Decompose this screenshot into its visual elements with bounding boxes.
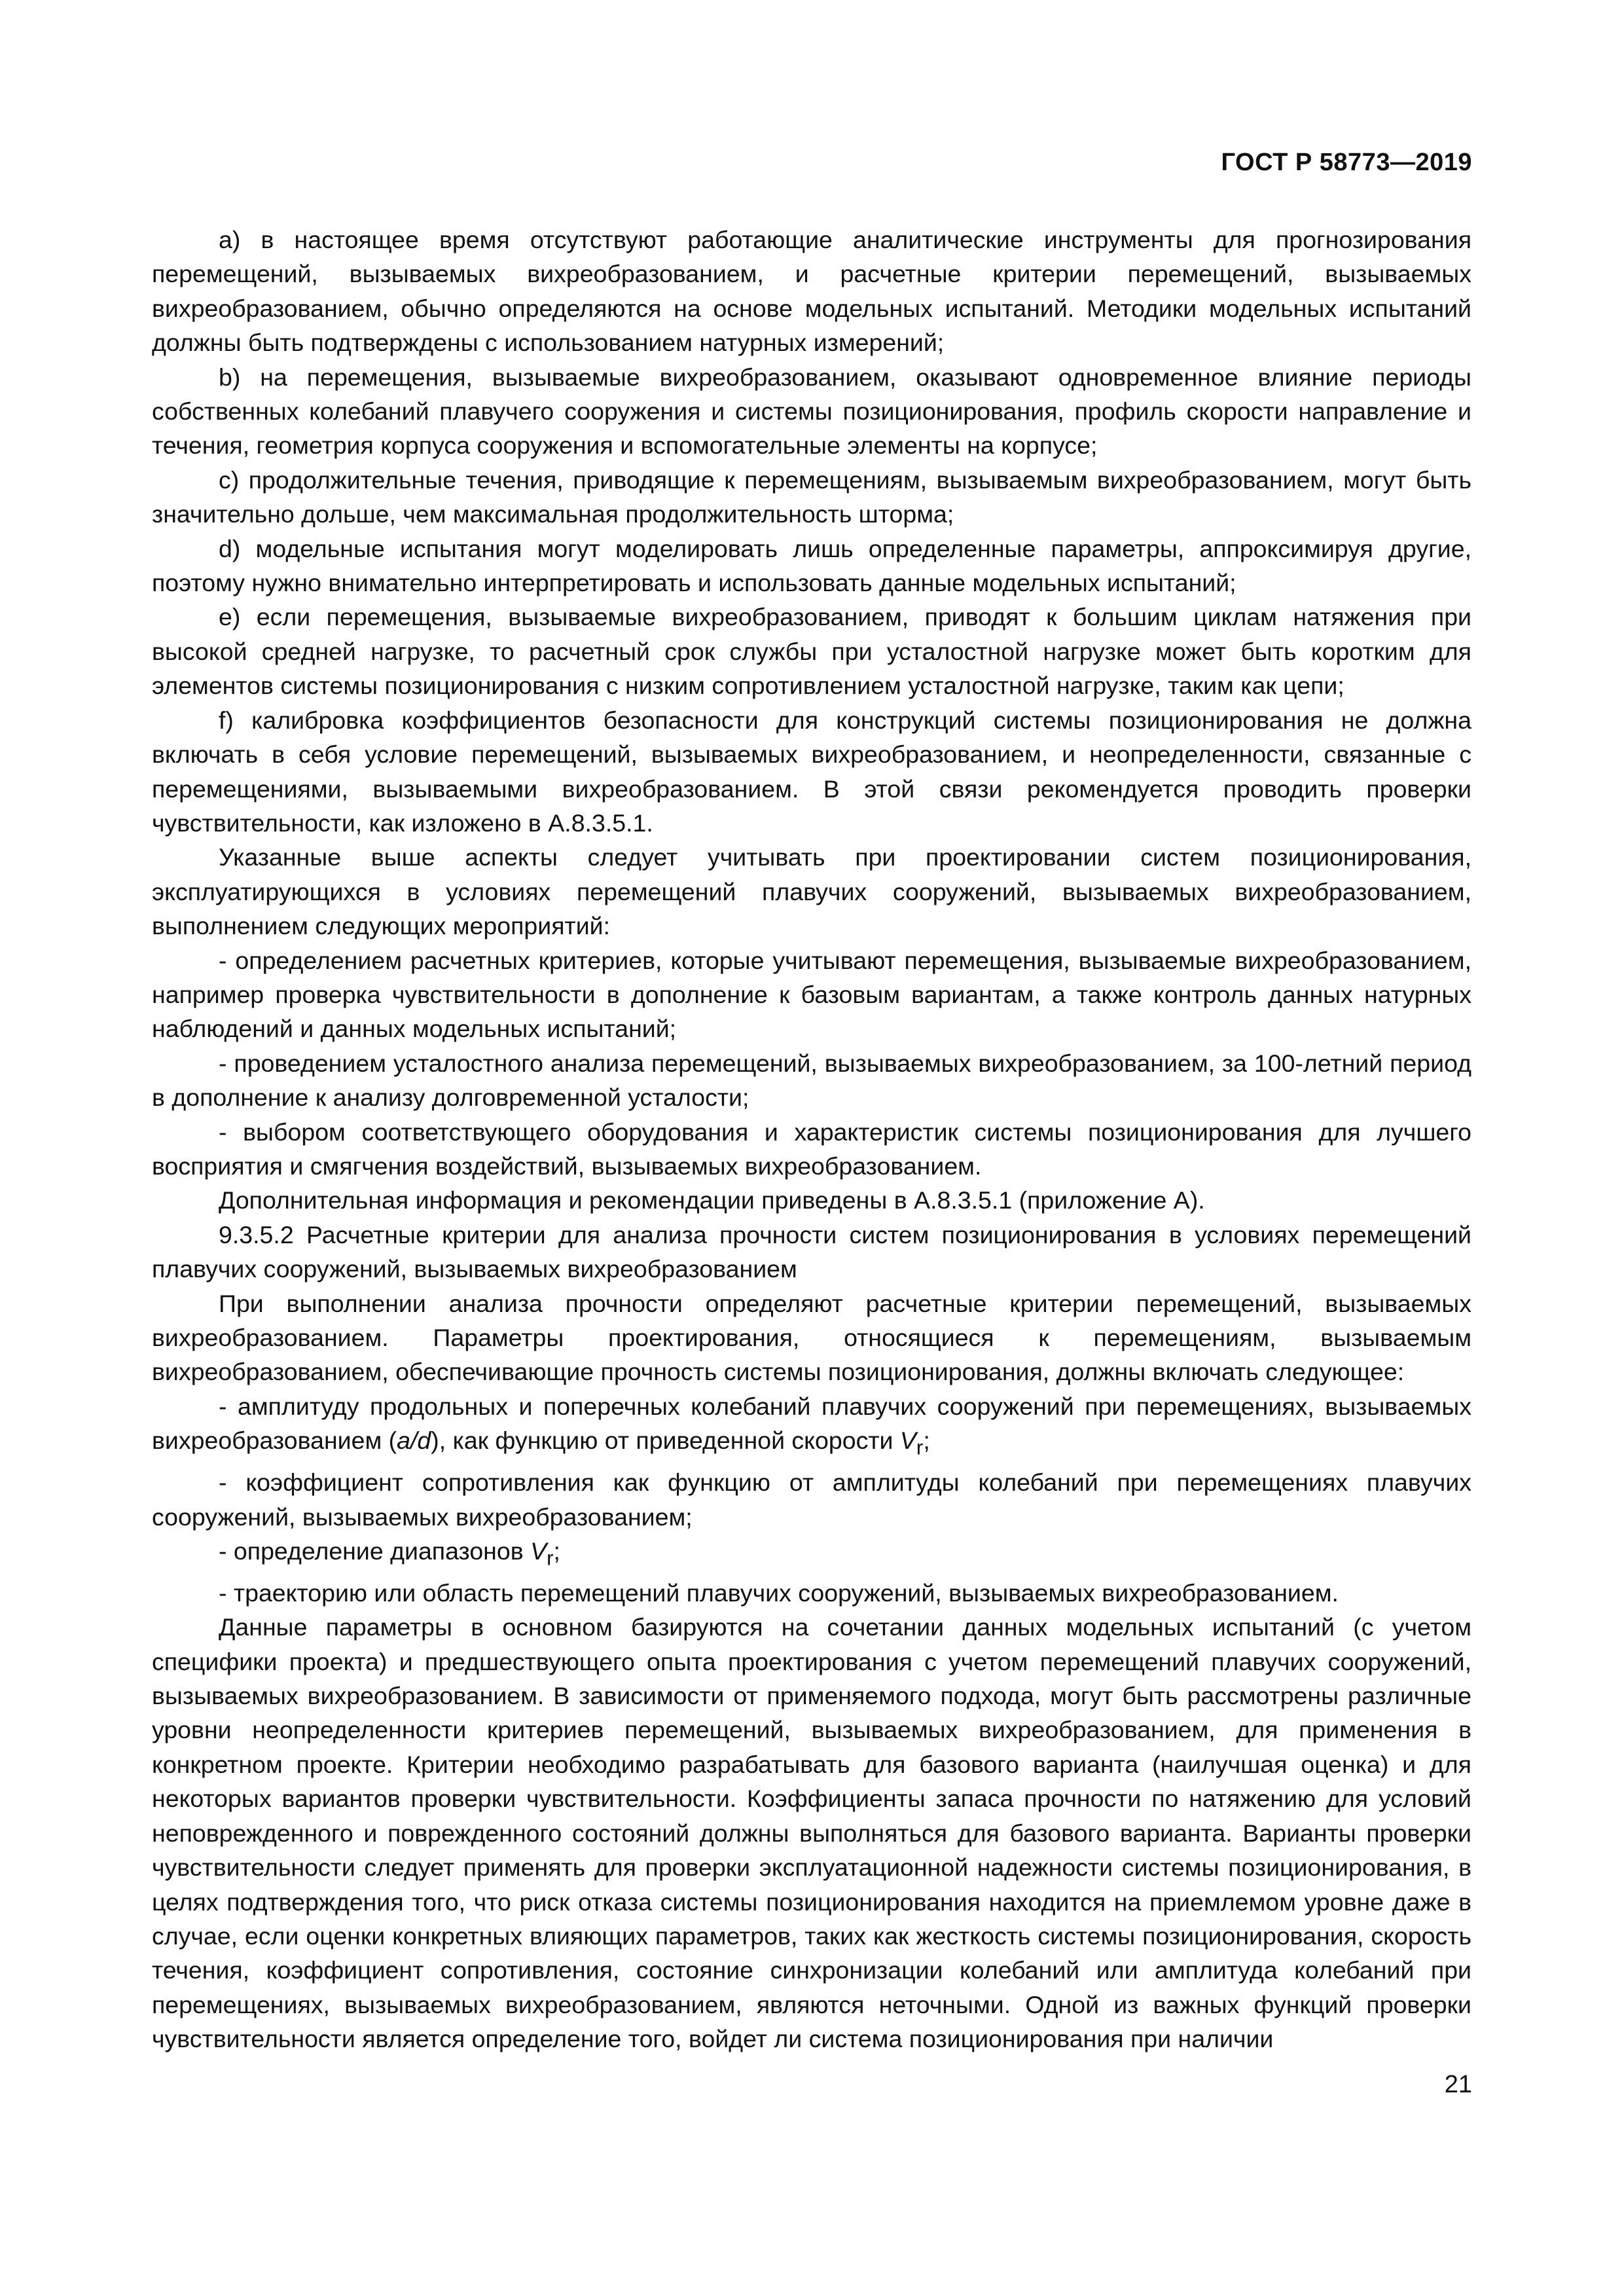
item-d: d) модельные испытания могут моделировать лишь определенные параметры, аппроксимируя другие, поэтому нужно внимательно интерпретировать и использовать данные модельных испытаний; bbox=[152, 534, 1471, 597]
item-a: а) в настоящее время отсутствуют работающие аналитические инструменты для прогнозирования перемещений, вызываемых вихреобразованием, и расчетные критерии перемещений, вызываемых вихреобразованием, обычно определяются на основе модельных испытаний. Методики модельных испытаний должны быть подтверждены с использованием натурных измерений; bbox=[152, 226, 1471, 357]
amplitude-text-middle: ), как функцию от приведенной скорости bbox=[431, 1427, 900, 1455]
section-heading-9-3-5-2: 9.3.5.2 Расчетные критерии для анализа прочности систем позиционирования в условиях перемещений плавучих сооружений, вызываемых вихреобразованием bbox=[152, 1220, 1471, 1283]
velocity-symbol: V bbox=[530, 1537, 547, 1565]
list-item-amplitude bbox=[152, 1389, 1471, 1465]
aspects-paragraph: Указанные выше аспекты следует учитывать при проектировании систем позиционирования, эксплуатирующихся в условиях перемещений плавучих сооружений, вызываемых вихреобразованием, выполнением следующих мероприятий: bbox=[152, 843, 1471, 940]
amplitude-text-before: - амплитуду продольных и поперечных колебаний плавучих сооружений при перемещениях, вызываемых вихреобразованием ( bbox=[152, 1392, 1471, 1455]
list-item-trajectory: - траекторию или область перемещений плавучих сооружений, вызываемых вихреобразованием. bbox=[219, 1578, 1339, 1607]
item-e: е) если перемещения, вызываемые вихреобразованием, приводят к большим циклам натяжения при высокой средней нагрузке, то расчетный срок службы при усталостной нагрузке может быть коротким для элементов системы позиционирования с низким сопротивлением усталостной нагрузке, таким как цепи; bbox=[152, 603, 1471, 700]
list-item-ranges bbox=[152, 1534, 1471, 1576]
item-b: b) на перемещения, вызываемые вихреобразованием, оказывают одновременное влияние периоды собственных колебаний плавучего сооружения и системы позиционирования, профиль скорости направление и течения, геометрия корпуса сооружения и вспомогательные элементы на корпусе; bbox=[152, 363, 1471, 460]
document-body bbox=[152, 223, 1471, 2056]
strength-analysis-paragraph: При выполнении анализа прочности определяют расчетные критерии перемещений, вызываемых вихреобразованием. Параметры проектирования, относящиеся к перемещениям, вызываемым вихреобразованием, обеспечивающие прочность системы позиционирования, должны включать следующее: bbox=[152, 1289, 1471, 1386]
ranges-text-after: ; bbox=[553, 1537, 560, 1565]
measure-design-criteria: - определением расчетных критериев, которые учитывают перемещения, вызываемые вихреобразованием, например проверка чувствительности в дополнение к базовым вариантам, а также контроль данных натурных наблюдений и данных модельных испытаний; bbox=[152, 946, 1471, 1043]
velocity-symbol: V bbox=[899, 1427, 916, 1455]
velocity-subscript: r bbox=[916, 1436, 924, 1459]
additional-info: Дополнительная информация и рекомендации приведены в А.8.3.5.1 (приложение А). bbox=[219, 1186, 1205, 1214]
amplitude-text-after: ; bbox=[923, 1427, 930, 1455]
item-f: f) калибровка коэффициентов безопасности для конструкций системы позиционирования не должна включать в себя условие перемещений, вызываемых вихреобразованием, и неопределенности, связанные с перемещениями, вызываемыми вихреобразованием. В этой связи рекомендуется проводить проверки чувствительности, как изложено в А.8.3.5.1. bbox=[152, 706, 1471, 837]
measure-fatigue-analysis: - проведением усталостного анализа перемещений, вызываемых вихреобразованием, за 100-летний период в дополнение к анализу долговременной усталости; bbox=[152, 1049, 1471, 1112]
page-number: 21 bbox=[1444, 2071, 1472, 2098]
ratio-symbol: a/d bbox=[397, 1427, 431, 1455]
measure-equipment: - выбором соответствующего оборудования и характеристик системы позиционирования для лучшего восприятия и смягчения воздействий, вызываемых вихреобразованием. bbox=[152, 1118, 1471, 1180]
list-item-drag: - коэффициент сопротивления как функцию от амплитуды колебаний при перемещениях плавучих сооружений, вызываемых вихреобразованием; bbox=[152, 1468, 1471, 1531]
item-c: с) продолжительные течения, приводящие к перемещениям, вызываемым вихреобразованием, могут быть значительно дольше, чем максимальная продолжительность шторма; bbox=[152, 465, 1471, 528]
velocity-subscript: r bbox=[547, 1546, 554, 1570]
parameters-paragraph: Данные параметры в основном базируются на сочетании данных модельных испытаний (с учетом специфики проекта) и предшествующего опыта проектирования с учетом перемещений плавучих сооружений, вызываемых вихреобразованием. В зависимости от применяемого подхода, могут быть рассмотрены различные уровни неопределенности критериев перемещений, вызываемых вихреобразованием, для применения в конкретном проекте. Критерии необходимо разрабатывать для базового варианта (наилучшая оценка) и для некоторых вариантов проверки чувствительности. Коэффициенты запаса прочности по натяжению для условий неповрежденного и поврежденного состояний должны выполняться для базового варианта. Варианты проверки чувствительности следует применять для проверки эксплуатационной надежности системы позиционирования, в целях подтверждения того, что риск отказа системы позиционирования находится на приемлемом уровне даже в случае, если оценки конкретных влияющих параметров, таких как жесткость системы позиционирования, скорость течения, коэффициент сопротивления, состояние синхронизации колебаний или амплитуда колебаний при перемещениях, вызываемых вихреобразованием, являются неточными. Одной из важных функций проверки чувствительности является определение того, войдет ли система позиционирования при наличии bbox=[152, 1613, 1471, 2053]
ranges-text-before: - определение диапазонов bbox=[219, 1537, 531, 1565]
document-code: ГОСТ Р 58773—2019 bbox=[1221, 149, 1472, 176]
